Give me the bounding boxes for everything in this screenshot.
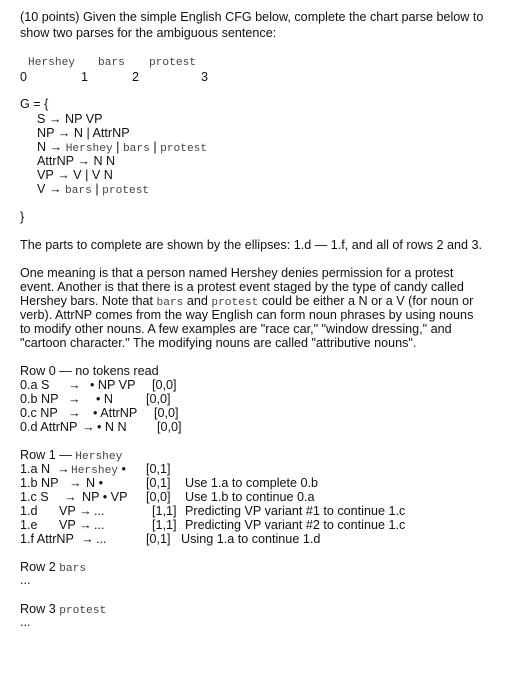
chart-item-span: [0,1] [146, 476, 171, 490]
rule6-sep: | [91, 182, 103, 196]
row3-ellipsis: ... [20, 615, 31, 629]
chart-item-span: [0,0] [152, 378, 177, 392]
meaning-line-2: event. Another is that there is a protest event staged by the type of candy called [20, 280, 464, 294]
rule3-sep: | [149, 140, 161, 154]
chart-item-id: 0.a S [20, 378, 50, 392]
chart-item-span: [1,1] [152, 504, 177, 518]
meaning-text: Hershey bars. Note that [20, 294, 157, 308]
chart-item-span: [0,1] [146, 462, 171, 476]
chart-item-span: [0,1] [146, 532, 171, 546]
index-0: 0 [20, 70, 28, 84]
chart-item-note: Predicting VP variant #1 to continue 1.c [185, 504, 406, 518]
arrow-icon: → [68, 406, 81, 420]
arrow-icon: → [64, 490, 77, 504]
question-line-1: (10 points) Given the simple English CFG below, complete the chart parse below to [20, 10, 484, 24]
grammar-rule-2: NP → N | AttrNP [37, 126, 130, 140]
row1-title-text: Row 1 — [20, 448, 76, 462]
rule3-word-protest: protest [160, 143, 208, 155]
row1-token: Hershey [75, 451, 123, 463]
question-line-2: show two parses for the ambiguous sentence: [20, 26, 277, 40]
chart-item-rule: N • [86, 476, 104, 490]
chart-item-rule: • NP VP [90, 378, 136, 392]
meaning-text: and [183, 294, 212, 308]
chart-item-id: 1.b NP [20, 476, 59, 490]
dot-marker: • [118, 462, 126, 476]
chart-item-span: [0,0] [157, 420, 182, 434]
rule3-lhs: N → [37, 140, 66, 154]
chart-item-id: 1.f AttrNP [20, 532, 74, 546]
chart-item-note: Using 1.a to continue 1.d [181, 532, 321, 546]
row3-token: protest [59, 605, 107, 617]
chart-item-id: 0.d AttrNP [20, 420, 78, 434]
chart-item-id: 1.c S [20, 490, 49, 504]
grammar-open: G = { [20, 97, 49, 111]
rule6-lhs: V → [37, 182, 65, 196]
row0-title: Row 0 — no tokens read [20, 364, 159, 378]
chart-item-rule: • N [96, 392, 114, 406]
chart-item-note: Use 1.b to continue 0.a [185, 490, 315, 504]
meaning-line-5: to modify other nouns. A few examples are "race car," "window dressing," and [20, 322, 452, 336]
grammar-rule-6 [37, 182, 149, 199]
chart-item-span: [0,0] [146, 490, 171, 504]
grammar-close: } [20, 210, 25, 224]
token-hershey: Hershey [71, 465, 118, 477]
index-3: 3 [201, 70, 209, 84]
arrow-icon: VP → [59, 504, 92, 518]
index-1: 1 [81, 70, 89, 84]
row2-ellipsis: ... [20, 573, 31, 587]
rule3-word-hershey: Hershey [65, 143, 113, 155]
rule6-word-bars: bars [65, 185, 92, 197]
rule3-word-bars: bars [122, 143, 150, 155]
chart-item-note: Use 1.a to complete 0.b [185, 476, 319, 490]
rule6-word-protest: protest [102, 185, 150, 197]
grammar-rule-4: AttrNP → N N [37, 154, 116, 168]
index-2: 2 [132, 70, 140, 84]
arrow-icon: → [57, 462, 70, 476]
grammar-rule-5: VP → V | V N [37, 168, 113, 182]
chart-item-id: 0.b NP [20, 392, 59, 406]
arrow-icon: VP → [59, 518, 92, 532]
chart-item-span: [0,0] [154, 406, 179, 420]
chart-item-note: Predicting VP variant #2 to continue 1.c [185, 518, 406, 532]
meaning-line-4: verb). AttrNP comes from the way English can form noun phrases by using nouns [20, 308, 474, 322]
instructions-parts: The parts to complete are shown by the ellipses: 1.d — 1.f, and all of rows 2 and 3. [20, 238, 483, 252]
chart-item-id: 1.d [20, 504, 38, 518]
arrow-icon: → [68, 378, 81, 392]
chart-item-rule: • N N [97, 420, 127, 434]
chart-item-span: [0,0] [146, 392, 171, 406]
chart-item-rule: ... [94, 518, 105, 532]
chart-item-rule: • AttrNP [93, 406, 138, 420]
arrow-icon: → [68, 392, 81, 406]
meaning-text: could be either a N or a V (for noun or [258, 294, 474, 308]
row2-token: bars [59, 563, 87, 575]
grammar-rule-1: S → NP VP [37, 112, 103, 126]
chart-item-span: [1,1] [152, 518, 177, 532]
chart-item-id: 0.c NP [20, 406, 58, 420]
row3-title-text: Row 3 [20, 602, 60, 616]
chart-item-rule: ... [96, 532, 107, 546]
row2-title-text: Row 2 [20, 560, 60, 574]
rule3-sep: | [112, 140, 123, 154]
arrow-icon: → [81, 532, 94, 546]
arrow-icon: → [82, 420, 95, 434]
chart-item-rule: NP • VP [82, 490, 128, 504]
arrow-icon: → [69, 476, 82, 490]
chart-item-rule: ... [94, 504, 105, 518]
sentence-word-2: bars [98, 57, 125, 69]
chart-item-id: 1.a N [20, 462, 51, 476]
sentence-word-1: Hershey [28, 57, 75, 69]
meaning-line-1: One meaning is that a person named Hershey denies permission for a protest [20, 266, 454, 280]
meaning-line-6: "cartoon character." The modifying nouns are called "attributive nouns". [20, 336, 417, 350]
row3-title [20, 602, 106, 619]
chart-item-id: 1.e [20, 518, 38, 532]
code-bars: bars [156, 297, 184, 309]
sentence-word-3: protest [149, 57, 196, 69]
code-protest: protest [211, 297, 259, 309]
